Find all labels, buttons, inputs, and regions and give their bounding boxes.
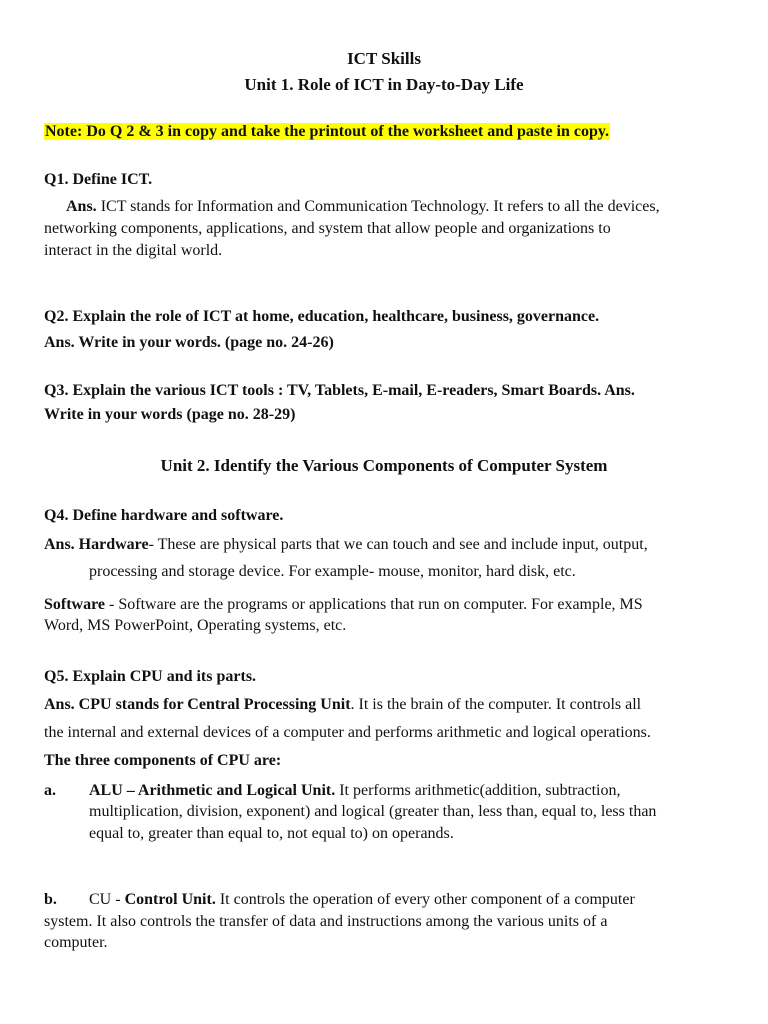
q5-question: Q5. Explain CPU and its parts. [44,668,257,685]
item-b-line2: system. It also controls the transfer of data and instructions among the various units of a [44,913,608,930]
q4-software-text: - Software are the programs or applications that run on computer. For example, MS [105,596,643,613]
q5-ans-rest: . It is the brain of the computer. It controls all [350,696,642,713]
q1-ans-label: Ans. [66,198,97,215]
item-a-line3: equal to, greater than equal to, not equal to) on operands. [89,825,454,842]
q5-answer-line2: the internal and external devices of a computer and performs arithmetic and logical operations. [44,724,651,741]
q1-answer-text: ICT stands for Information and Communication Technology. It refers to all the devices, [96,198,660,215]
q2-answer: Ans. Write in your words. (page no. 24-26) [44,334,334,351]
note-line [44,121,610,143]
item-a-marker: a. [44,782,56,799]
unit1-heading: Unit 1. Role of ICT in Day-to-Day Life [244,75,524,94]
item-b-line3: computer. [44,934,108,951]
item-a-bold: ALU – Arithmetic and Logical Unit. [89,782,336,799]
unit2-heading: Unit 2. Identify the Various Components of Computer System [160,456,608,475]
q5-components-heading: The three components of CPU are: [44,752,282,769]
q1-answer-line2: networking components, applications, and system that allow people and organizations to [44,220,611,237]
item-b-bold: Control Unit. [124,891,216,908]
q4-software-label: Software [44,596,106,613]
item-a-rest: It performs arithmetic(addition, subtraction, [335,782,621,799]
document-title: ICT Skills [347,49,421,68]
q2-question: Q2. Explain the role of ICT at home, education, healthcare, business, governance. [44,308,600,325]
item-a-line1 [89,780,620,802]
q4-software-line2: Word, MS PowerPoint, Operating systems, etc. [44,617,347,634]
item-a-line2: multiplication, division, exponent) and logical (greater than, less than, equal to, less than [89,803,657,820]
q4-software-line1 [44,594,643,616]
highlighted-note: Note: Do Q 2 & 3 in copy and take the printout of the worksheet and paste in copy. [45,123,610,140]
q5-ans-bold: Ans. CPU stands for Central Processing Unit [44,696,351,713]
q4-hardware-line1 [44,534,648,556]
q4-hardware-line2: processing and storage device. For example- mouse, monitor, hard disk, etc. [89,563,576,580]
q3-line2: Write in your words (page no. 28-29) [44,406,296,423]
item-b-marker: b. [44,891,57,908]
q1-answer-line1 [66,196,660,218]
q4-hardware-label: Ans. Hardware [44,536,149,553]
q5-answer-line1 [44,694,641,716]
q1-question: Q1. Define ICT. [44,171,153,188]
q4-hardware-text: - These are physical parts that we can touch and see and include input, output, [148,536,648,553]
item-b-plain: CU - [89,891,125,908]
q1-answer-line3: interact in the digital world. [44,242,223,259]
q3-line1: Q3. Explain the various ICT tools : TV, Tablets, E-mail, E-readers, Smart Boards. Ans. [44,382,635,399]
item-b-rest: It controls the operation of every other component of a computer [215,891,635,908]
item-b-line1 [89,889,635,911]
q4-question: Q4. Define hardware and software. [44,507,284,524]
